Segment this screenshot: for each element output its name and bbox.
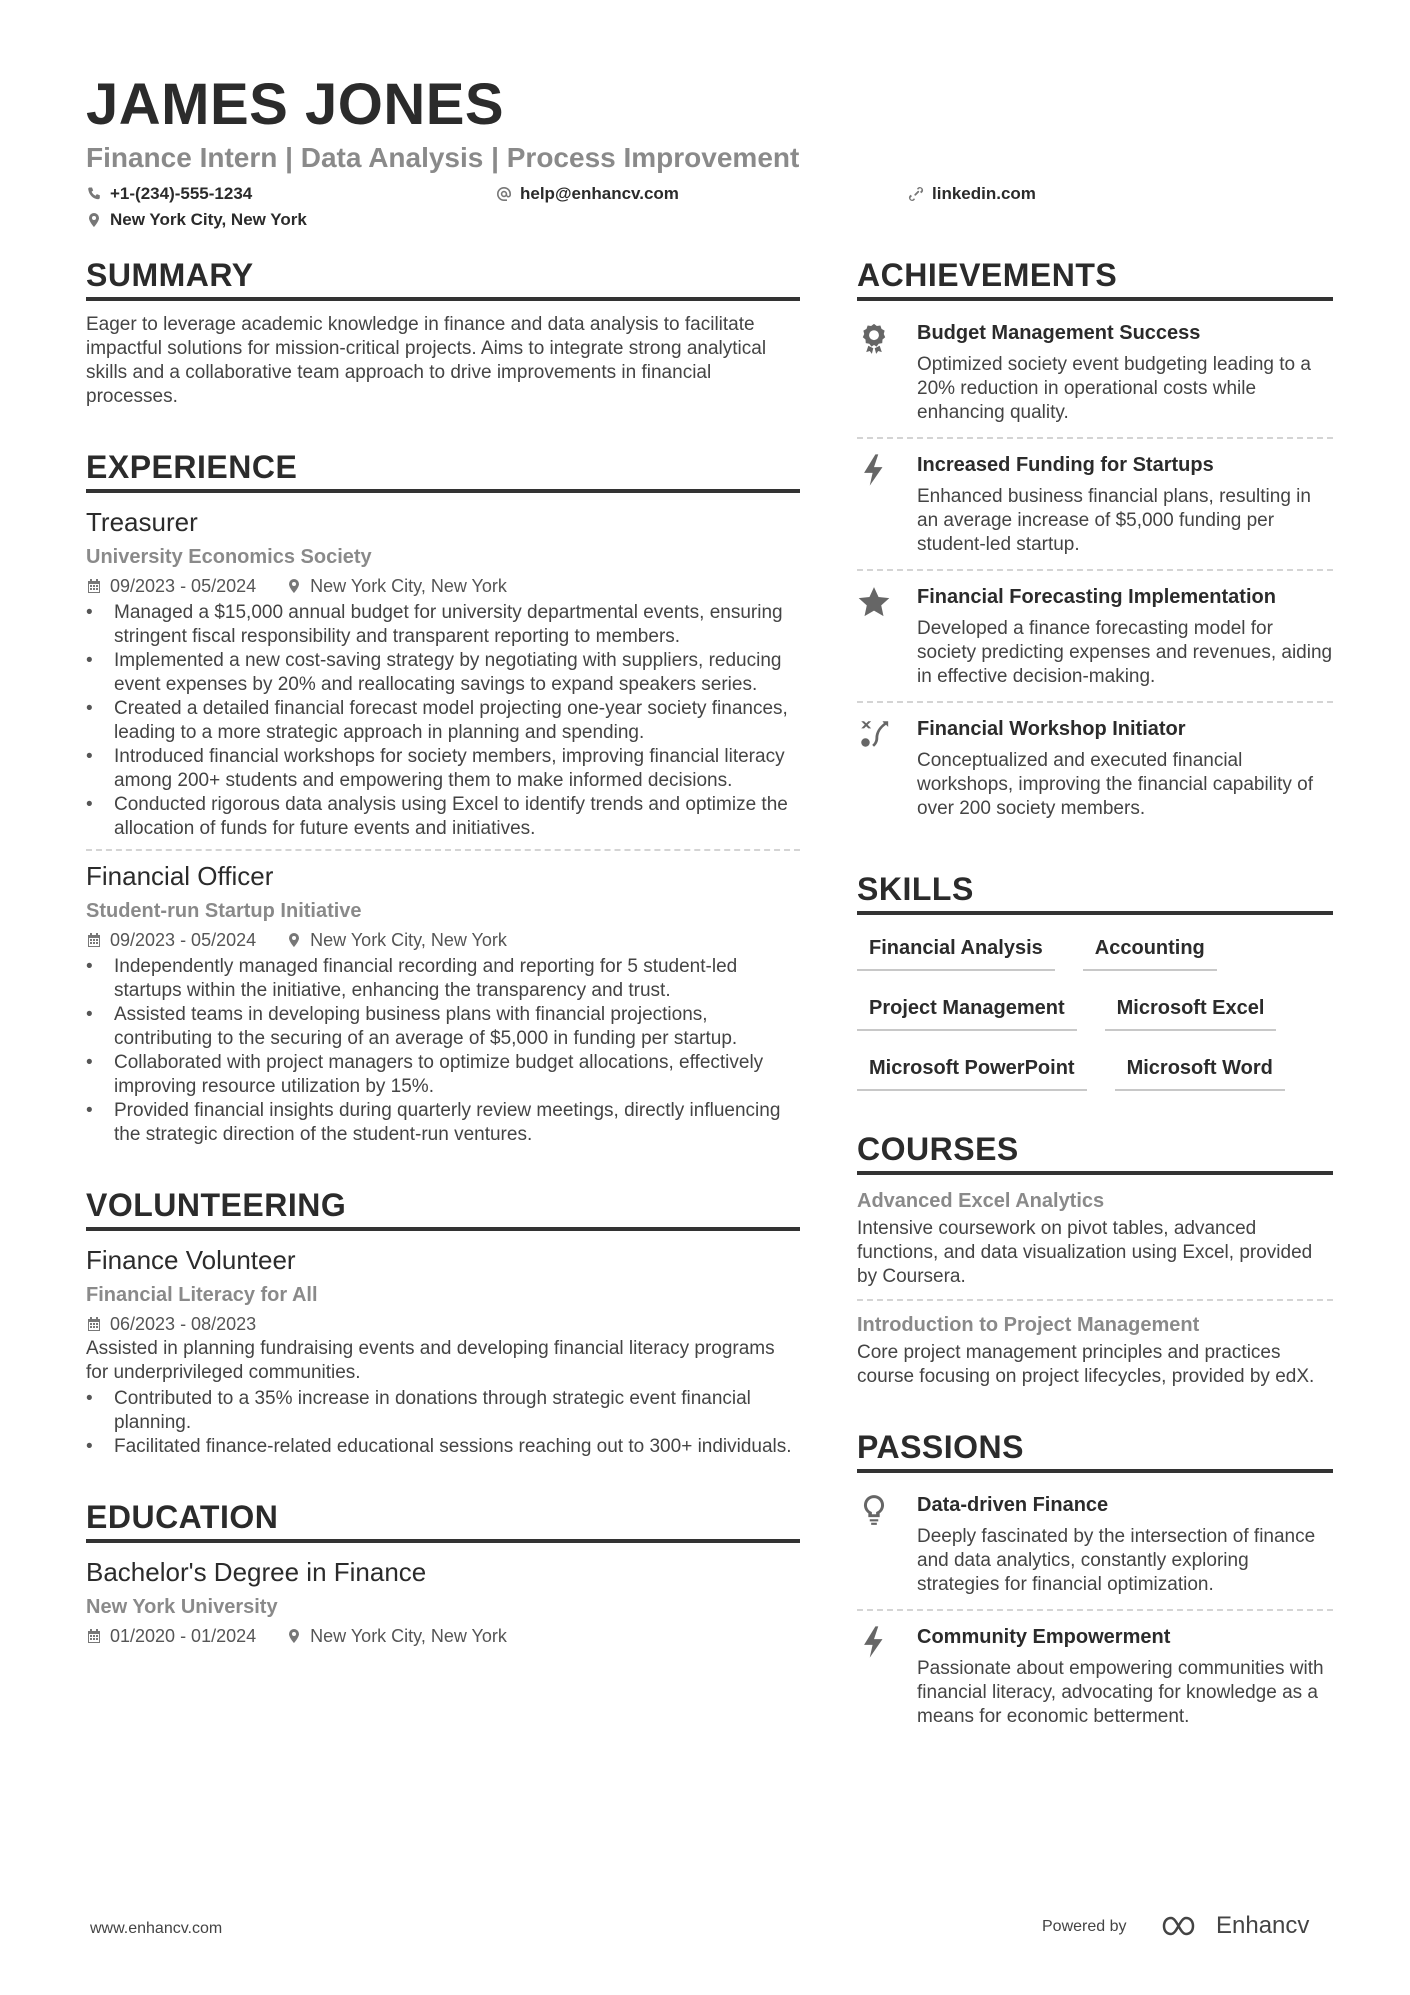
- achievements-section: [857, 255, 1333, 831]
- job-role: Financial Officer: [86, 861, 274, 891]
- skills-section: [857, 869, 1333, 1091]
- job-role: Treasurer: [86, 507, 198, 537]
- course-item: [857, 1187, 1333, 1289]
- job-location: [286, 573, 507, 599]
- achievement-desc: Developed a finance forecasting model for society predicting expenses and revenues, aiding in effective decision-making.: [917, 618, 1333, 687]
- linkedin-contact[interactable]: [908, 184, 1036, 204]
- skill-tag: Microsoft PowerPoint: [857, 1051, 1087, 1091]
- passion-title: Data-driven Finance: [917, 1494, 1109, 1516]
- education-location-text: New York City, New York: [310, 1626, 507, 1646]
- experience-heading: EXPERIENCE: [86, 447, 800, 493]
- phone-icon: [86, 186, 102, 202]
- bullet-item: • Introduced financial workshops for society members, improving financial literacy among 200+ students and empowering them to make informed decisions.: [86, 745, 800, 793]
- job-bullets: [86, 955, 800, 1147]
- calendar-icon: [86, 932, 102, 948]
- passions-section: [857, 1427, 1333, 1739]
- education-meta: [86, 1623, 800, 1649]
- job-location-text: New York City, New York: [310, 576, 507, 596]
- entry-divider: [857, 701, 1333, 703]
- skill-tag: Accounting: [1083, 931, 1217, 971]
- summary-text: Eager to leverage academic knowledge in finance and data analysis to facilitate impactful solutions for mission-critical projects. Aims to integrate strong analytical skills and a collaborative team approach to drive improvements in financial processes.: [86, 314, 767, 407]
- achievement-desc: Enhanced business financial plans, resulting in an average increase of $5,000 funding per student-led startup.: [917, 486, 1311, 555]
- enhancv-logo-icon: [1160, 1913, 1208, 1939]
- education-heading: EDUCATION: [86, 1497, 800, 1543]
- right-column: [857, 255, 1333, 1777]
- course-item: [857, 1311, 1333, 1389]
- powered-by-label: Powered by: [1042, 1918, 1127, 1935]
- bullet-item: • Created a detailed financial forecast model projecting one-year society finances, leading to a more strategic approach in planning and spending.: [86, 697, 800, 745]
- passions-heading: PASSIONS: [857, 1427, 1333, 1473]
- volunteering-heading: VOLUNTEERING: [86, 1185, 800, 1231]
- phone-text: +1-(234)-555-1234: [110, 184, 253, 203]
- skill-tag: Microsoft Word: [1115, 1051, 1285, 1091]
- job-location: [286, 927, 507, 953]
- volunteer-text: Assisted in planning fundraising events and developing financial literacy programs for underprivileged communities.: [86, 1338, 775, 1383]
- brand-name: Enhancv: [1216, 1912, 1310, 1939]
- experience-section: [86, 447, 800, 1147]
- courses-heading: COURSES: [857, 1129, 1333, 1175]
- bullet-item: • Provided financial insights during quarterly review meetings, directly influencing the strategic direction of the student-run ventures.: [86, 1099, 800, 1147]
- job-dates: [86, 927, 256, 953]
- education-location: [286, 1623, 507, 1649]
- course-title: Introduction to Project Management: [857, 1314, 1200, 1336]
- page-footer: [0, 1910, 1410, 1950]
- achievement-title: Financial Workshop Initiator: [917, 718, 1186, 740]
- volunteer-dates-text: 06/2023 - 08/2023: [110, 1314, 257, 1334]
- courses-section: [857, 1129, 1333, 1389]
- brand-logo[interactable]: [1160, 1912, 1309, 1940]
- education-degree: Bachelor's Degree in Finance: [86, 1557, 427, 1587]
- location-text: New York City, New York: [110, 210, 307, 229]
- passion-desc: Deeply fascinated by the intersection of finance and data analytics, constantly exploring strategies for financial optimization.: [917, 1526, 1316, 1595]
- job-dates-text: 09/2023 - 05/2024: [110, 576, 257, 596]
- job-company: Student-run Startup Initiative: [86, 900, 362, 922]
- summary-section: [86, 255, 800, 409]
- achievement-item: [857, 709, 1333, 831]
- course-desc: Intensive coursework on pivot tables, advanced functions, and data visualization using Excel, provided by Coursera.: [857, 1218, 1313, 1287]
- job-bullets: [86, 601, 800, 841]
- passion-item: [857, 1485, 1333, 1607]
- bolt-icon: [857, 453, 891, 487]
- volunteer-org: Financial Literacy for All: [86, 1284, 318, 1306]
- bullet-item: • Assisted teams in developing business plans with financial projections, contributing to the securing of an average of $5,000 in funding per startup.: [86, 1003, 800, 1051]
- achievements-heading: ACHIEVEMENTS: [857, 255, 1333, 301]
- skill-tag: Project Management: [857, 991, 1077, 1031]
- location-pin-icon: [286, 932, 302, 948]
- volunteer-meta: [86, 1311, 800, 1337]
- achievement-item: [857, 577, 1333, 699]
- education-dates: [86, 1623, 256, 1649]
- entry-divider: [857, 1299, 1333, 1301]
- location-contact: [86, 210, 307, 230]
- at-icon: [496, 186, 512, 202]
- job-location-text: New York City, New York: [310, 930, 507, 950]
- link-icon: [908, 186, 924, 202]
- location-pin-icon: [286, 578, 302, 594]
- calendar-icon: [86, 1316, 102, 1332]
- linkedin-text: linkedin.com: [932, 184, 1036, 203]
- skill-tag: Microsoft Excel: [1105, 991, 1277, 1031]
- passion-desc: Passionate about empowering communities with financial literacy, advocating for knowledge as a means for economic betterment.: [917, 1658, 1324, 1727]
- bullet-item: • Collaborated with project managers to optimize budget allocations, effectively improving resource utilization by 15%.: [86, 1051, 800, 1099]
- email-text: help@enhancv.com: [520, 184, 679, 203]
- achievement-desc: Conceptualized and executed financial workshops, improving the financial capability of over 200 society members.: [917, 750, 1314, 819]
- resume-header: [86, 72, 1336, 236]
- job-meta: [86, 927, 800, 953]
- education-school: New York University: [86, 1596, 278, 1618]
- volunteer-dates: [86, 1311, 256, 1337]
- email-contact[interactable]: [496, 184, 679, 204]
- candidate-name: JAMES JONES: [86, 72, 505, 137]
- award-icon: [857, 321, 891, 355]
- candidate-tagline: Finance Intern | Data Analysis | Process Improvement: [86, 142, 800, 173]
- bullet-item: • Conducted rigorous data analysis using Excel to identify trends and optimize the allocation of funds for future events and initiatives.: [86, 793, 800, 841]
- star-icon: [857, 585, 891, 619]
- job-company: University Economics Society: [86, 546, 372, 568]
- job-dates-text: 09/2023 - 05/2024: [110, 930, 257, 950]
- location-pin-icon: [86, 212, 102, 228]
- bullet-item: • Facilitated finance-related educational sessions reaching out to 300+ individuals.: [86, 1435, 800, 1459]
- calendar-icon: [86, 578, 102, 594]
- achievement-title: Increased Funding for Startups: [917, 454, 1214, 476]
- volunteer-bullets: [86, 1387, 800, 1459]
- volunteering-section: [86, 1185, 800, 1459]
- contact-row: [86, 180, 1336, 236]
- achievement-title: Financial Forecasting Implementation: [917, 586, 1276, 608]
- course-title: Advanced Excel Analytics: [857, 1190, 1105, 1212]
- phone-contact[interactable]: [86, 184, 252, 204]
- left-column: [86, 255, 800, 1687]
- entry-divider: [86, 849, 800, 851]
- education-dates-text: 01/2020 - 01/2024: [110, 1626, 257, 1646]
- skills-heading: SKILLS: [857, 869, 1333, 915]
- entry-divider: [857, 437, 1333, 439]
- achievement-title: Budget Management Success: [917, 322, 1201, 344]
- bullet-item: • Independently managed financial recording and reporting for 5 student-led startups within the initiative, enhancing the transparency and trust.: [86, 955, 800, 1003]
- bullet-item: • Contributed to a 35% increase in donations through strategic event financial planning.: [86, 1387, 800, 1435]
- summary-heading: SUMMARY: [86, 255, 800, 301]
- lightbulb-icon: [857, 1493, 891, 1527]
- bolt-icon: [857, 1625, 891, 1659]
- achievement-item: [857, 445, 1333, 567]
- entry-divider: [857, 1609, 1333, 1611]
- course-desc: Core project management principles and practices course focusing on project lifecycles, provided by edX.: [857, 1342, 1315, 1387]
- experience-entry: [86, 859, 800, 1147]
- bullet-item: • Managed a $15,000 annual budget for university departmental events, ensuring stringent fiscal responsibility and transparent reporting to members.: [86, 601, 800, 649]
- job-meta: [86, 573, 800, 599]
- skill-tag: Financial Analysis: [857, 931, 1055, 971]
- bullet-item: • Implemented a new cost-saving strategy by negotiating with suppliers, reducing event expenses by 20% and reallocating savings to expand speakers series.: [86, 649, 800, 697]
- education-section: [86, 1497, 800, 1649]
- footer-website[interactable]: www.enhancv.com: [90, 1920, 223, 1937]
- passion-title: Community Empowerment: [917, 1626, 1171, 1648]
- achievement-item: [857, 313, 1333, 435]
- experience-entry: [86, 505, 800, 841]
- entry-divider: [857, 569, 1333, 571]
- strategy-icon: [857, 717, 891, 751]
- volunteer-role: Finance Volunteer: [86, 1245, 296, 1275]
- calendar-icon: [86, 1628, 102, 1644]
- passion-item: [857, 1617, 1333, 1739]
- job-dates: [86, 573, 256, 599]
- location-pin-icon: [286, 1628, 302, 1644]
- achievement-desc: Optimized society event budgeting leading to a 20% reduction in operational costs while enhancing quality.: [917, 354, 1311, 423]
- skills-list: [857, 927, 1333, 1091]
